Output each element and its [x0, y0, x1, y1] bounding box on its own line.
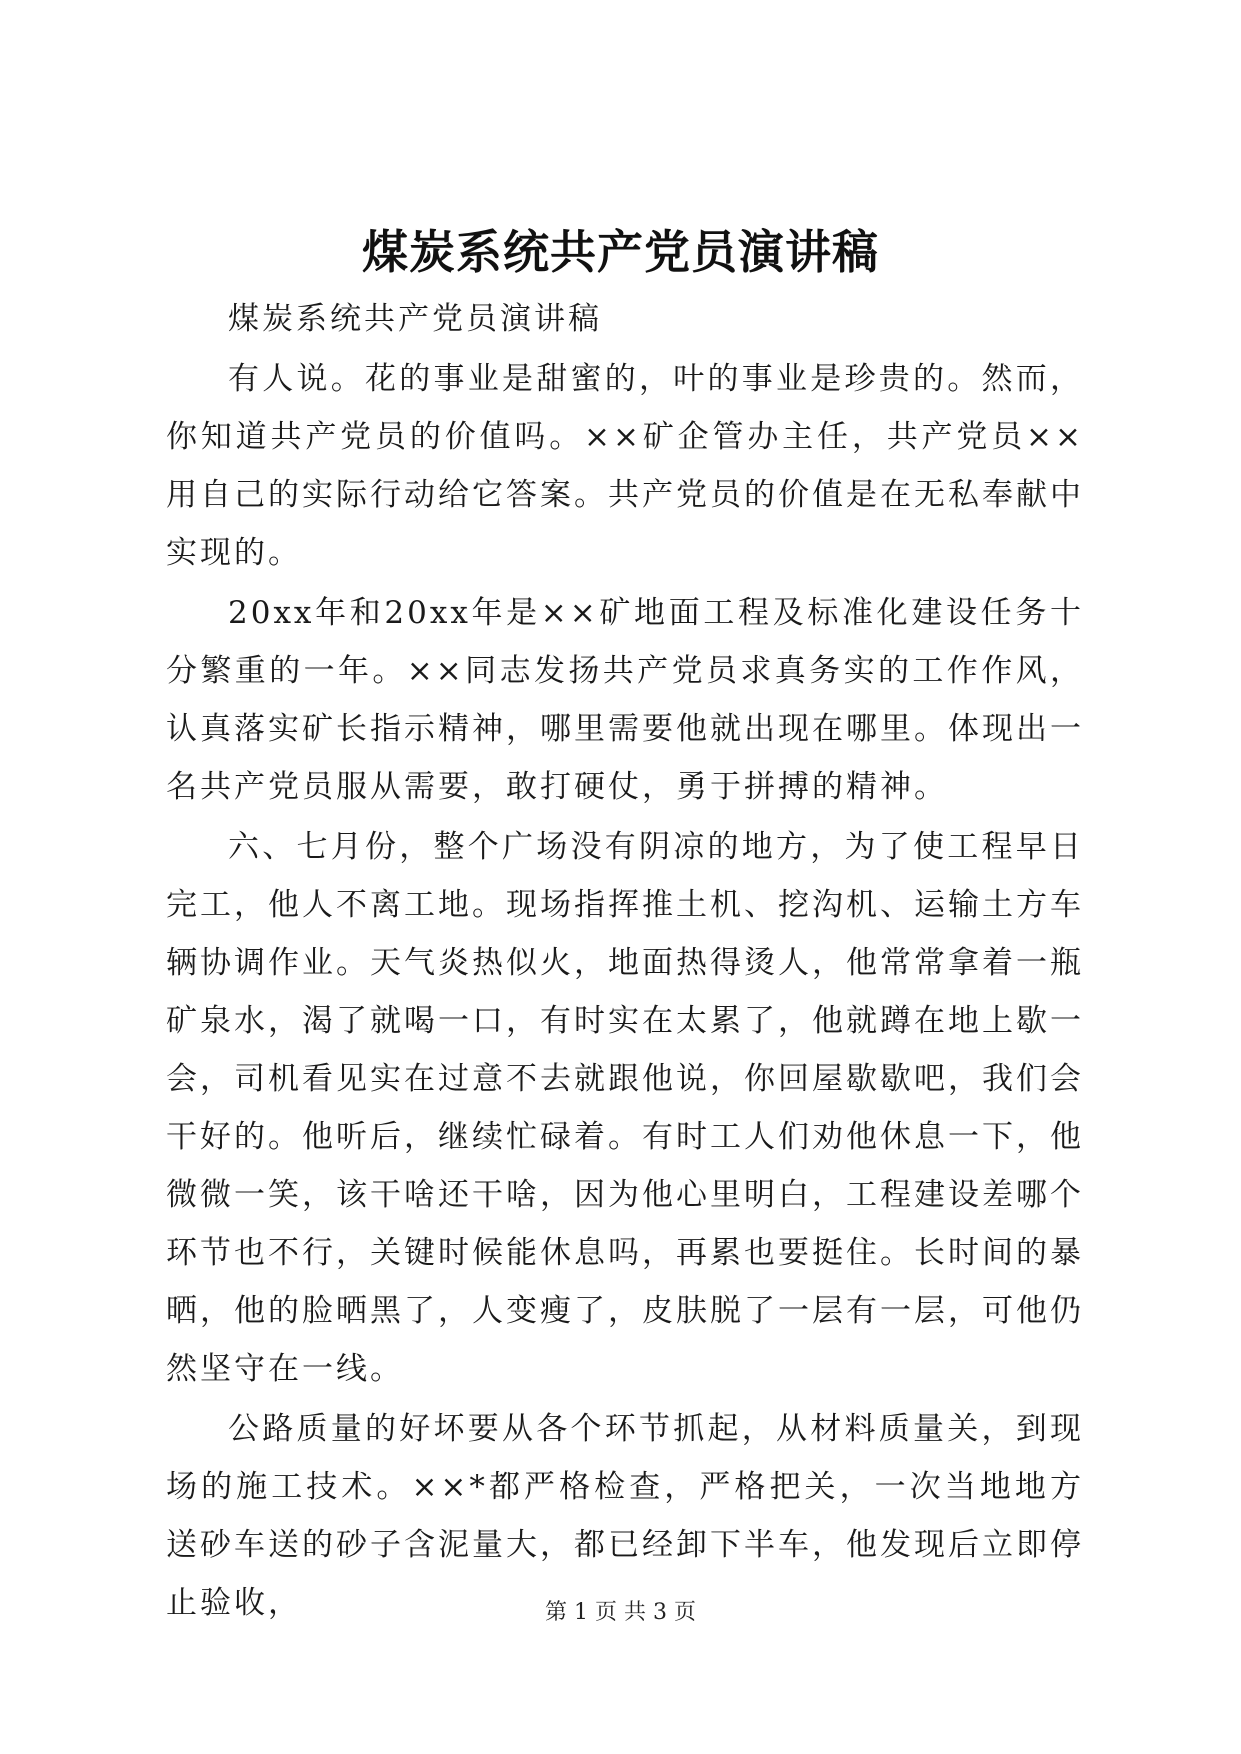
document-title: 煤炭系统共产党员演讲稿 [362, 225, 879, 279]
paragraph-road-quality: 公路质量的好坏要从各个环节抓起，从材料质量关，到现场的施工技术。××*都严格检查，严格把关，一次当地地方送砂车送的砂子含泥量大，都已经卸下半车，他发现后立即停止验收， [166, 1411, 1084, 1621]
paragraph-summer: 六、七月份，整个广场没有阴凉的地方，为了使工程早日完工，他人不离工地。现场指挥推土机、挖沟机、运输土方车辆协调作业。天气炎热似火，地面热得烫人，他常常拿着一瓶矿泉水，渴了就喝一口，有时实在太累了，他就蹲在地上歇一会，司机看见实在过意不去就跟他说，你回屋歇歇吧，我们会干好的。他听后，继续忙碌着。有时工人们劝他休息一下，他微微一笑，该干啥还干啥，因为他心里明白，工程建设差哪个环节也不行，关键时候能休息吗，再累也要挺住。长时间的暴晒，他的脸晒黑了，人变瘦了，皮肤脱了一层有一层，可他仍然坚守在一线。 [166, 829, 1084, 1387]
paragraph-year: 20xx年和20xx年是××矿地面工程及标准化建设任务十分繁重的一年。××同志发扬共产党员求真务实的工作作风，认真落实矿长指示精神，哪里需要他就出现在哪里。体现出一名共产党员服从需要，敢打硬仗，勇于拼搏的精神。 [166, 595, 1084, 805]
page-footer: 第 1 页 共 3 页 [545, 1600, 696, 1625]
paragraph-intro: 有人说。花的事业是甜蜜的，叶的事业是珍贵的。然而，你知道共产党员的价值吗。××矿企管办主任，共产党员××用自己的实际行动给它答案。共产党员的价值是在无私奉献中实现的。 [166, 361, 1084, 571]
document-body [166, 290, 1084, 1632]
paragraph-subtitle: 煤炭系统共产党员演讲稿 [228, 301, 602, 337]
